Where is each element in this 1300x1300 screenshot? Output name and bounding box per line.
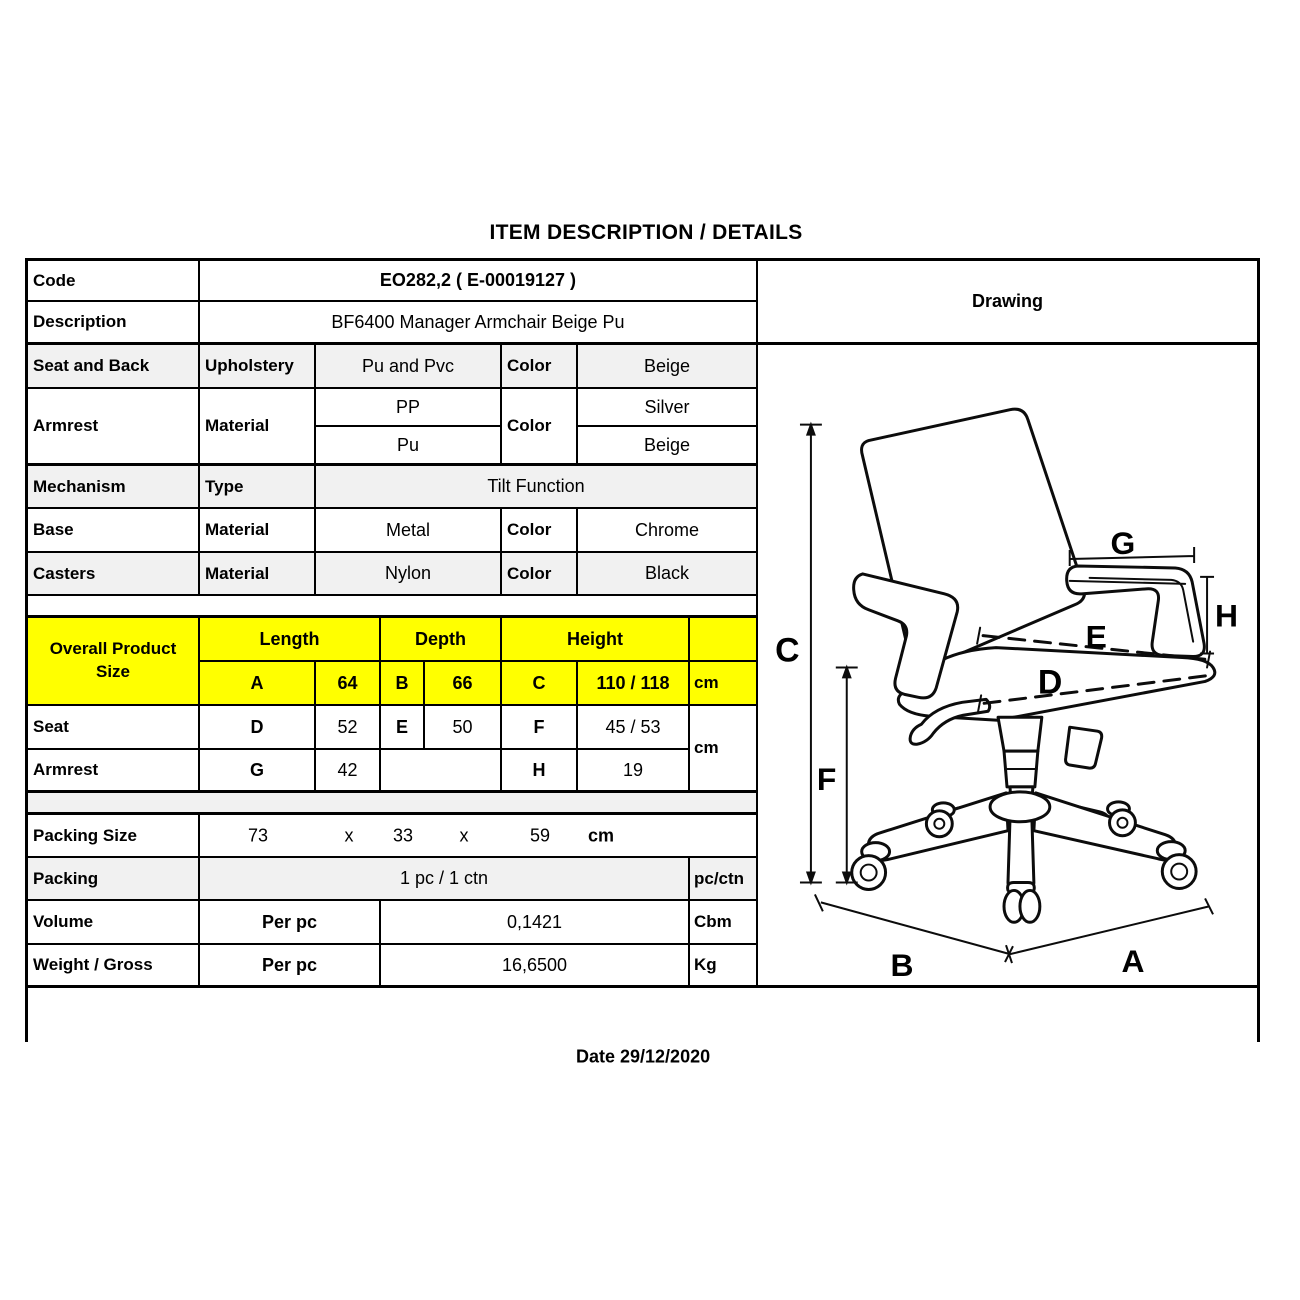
armrest-attribute: Material [200, 389, 316, 466]
packing-size-label: Packing Size [28, 815, 200, 858]
length-header: Length [200, 618, 381, 662]
spec-table [25, 258, 1260, 1067]
volume-unit: Cbm [690, 901, 758, 945]
chair-backrest [862, 409, 1085, 669]
overall-size-label [28, 618, 200, 706]
dim-b-key: B [381, 662, 425, 706]
dim-d-key: D [200, 706, 316, 750]
dim-label-d: D [1037, 663, 1063, 702]
packing-size-x2: x [459, 825, 469, 846]
casters-color: Black [578, 553, 758, 596]
dim-e-value: 50 [425, 706, 502, 750]
packing-size-unit: cm [587, 825, 615, 846]
casters-material: Nylon [316, 553, 502, 596]
seat-size-label: Seat [28, 706, 200, 750]
caster-front-twin [1004, 882, 1040, 922]
overall-size-label-line2: Size [95, 662, 131, 681]
seat-and-back-material: Pu and Pvc [316, 345, 502, 389]
dim-label-c: C [775, 631, 800, 670]
dim-line-f [836, 667, 858, 882]
code-label: Code [28, 261, 200, 302]
packing-unit: pc/ctn [690, 858, 758, 901]
mechanism-value: Tilt Function [316, 466, 758, 509]
dim-line-c [800, 425, 822, 883]
mechanism-attribute: Type [200, 466, 316, 509]
date-row [28, 1031, 1257, 1082]
dim-a-value: 64 [316, 662, 381, 706]
page-title: ITEM DESCRIPTION / DETAILS [489, 221, 803, 244]
caster-right [1157, 842, 1196, 889]
armrest-color-1: Silver [578, 389, 758, 427]
chair-gas-lift [998, 717, 1042, 751]
height-header: Height [502, 618, 690, 662]
mechanism-label: Mechanism [28, 466, 200, 509]
dim-label-g: G [1110, 525, 1136, 562]
packing-size-length: 73 [247, 825, 269, 846]
drawing-cell [758, 345, 1257, 988]
caster-back-right [1108, 802, 1136, 836]
packing-value: 1 pc / 1 ctn [200, 858, 690, 901]
seat-and-back-attribute: Upholstery [200, 345, 316, 389]
armrest-size-empty [381, 750, 502, 793]
armrest-label: Armrest [28, 389, 200, 466]
caster-back-left [926, 803, 954, 837]
volume-per: Per pc [200, 901, 381, 945]
armrest-material-1: PP [316, 389, 502, 427]
packing-size-height: 59 [529, 825, 551, 846]
packing-size-x1: x [344, 825, 354, 846]
chair-mechanism-box [1066, 727, 1102, 768]
armrest-color-2: Beige [578, 427, 758, 466]
dim-c-key: C [502, 662, 578, 706]
base-material: Metal [316, 509, 502, 553]
dim-c-value: 110 / 118 [578, 662, 690, 706]
casters-label: Casters [28, 553, 200, 596]
drawing-header: Drawing [758, 261, 1257, 345]
dim-e-key: E [381, 706, 425, 750]
seat-and-back-label: Seat and Back [28, 345, 200, 389]
seat-and-back-color-label: Color [502, 345, 578, 389]
dim-f-key: F [502, 706, 578, 750]
weight-per: Per pc [200, 945, 381, 988]
packing-label: Packing [28, 858, 200, 901]
armrest-material-2: Pu [316, 427, 502, 466]
packing-size-depth: 33 [392, 825, 414, 846]
dim-label-h: H [1215, 597, 1239, 634]
weight-unit: Kg [690, 945, 758, 988]
depth-header: Depth [381, 618, 502, 662]
code-value: EO282,2 ( E-00019127 ) [200, 261, 758, 302]
armrest-size-label: Armrest [28, 750, 200, 793]
base-color-label: Color [502, 509, 578, 553]
dim-b-value: 66 [425, 662, 502, 706]
spacer-row-2 [28, 793, 758, 815]
casters-attribute: Material [200, 553, 316, 596]
chair-drawing [758, 345, 1257, 985]
dim-g-value: 42 [316, 750, 381, 793]
seat-armrest-unit: cm [690, 706, 758, 793]
base-color: Chrome [578, 509, 758, 553]
dim-line-b [815, 894, 1010, 954]
overall-unit: cm [690, 662, 758, 706]
base-label: Base [28, 509, 200, 553]
seat-and-back-color: Beige [578, 345, 758, 389]
volume-label: Volume [28, 901, 200, 945]
weight-value: 16,6500 [381, 945, 690, 988]
chair-base-leg-right [1034, 793, 1176, 860]
packing-size-values [200, 815, 758, 858]
chair-base-leg-front [1008, 819, 1034, 889]
overall-size-label-line1: Overall Product [49, 639, 177, 659]
casters-color-label: Color [502, 553, 578, 596]
date-value: Date 29/12/2020 [576, 1046, 711, 1067]
description-value: BF6400 Manager Armchair Beige Pu [200, 302, 758, 345]
unit-header-empty [690, 618, 758, 662]
dim-f-value: 45 / 53 [578, 706, 690, 750]
dim-h-value: 19 [578, 750, 690, 793]
spacer-row-1 [28, 596, 758, 618]
armrest-color-label: Color [502, 389, 578, 466]
dim-label-f: F [816, 760, 837, 797]
dim-h-key: H [502, 750, 578, 793]
dim-d-value: 52 [316, 706, 381, 750]
dim-g-key: G [200, 750, 316, 793]
dim-label-e: E [1085, 618, 1107, 655]
volume-value: 0,1421 [381, 901, 690, 945]
base-attribute: Material [200, 509, 316, 553]
dim-label-a: A [1121, 943, 1145, 980]
weight-label: Weight / Gross [28, 945, 200, 988]
description-label: Description [28, 302, 200, 345]
chair-base-hub [990, 792, 1050, 822]
dim-a-key: A [200, 662, 316, 706]
dim-label-b: B [890, 947, 914, 984]
